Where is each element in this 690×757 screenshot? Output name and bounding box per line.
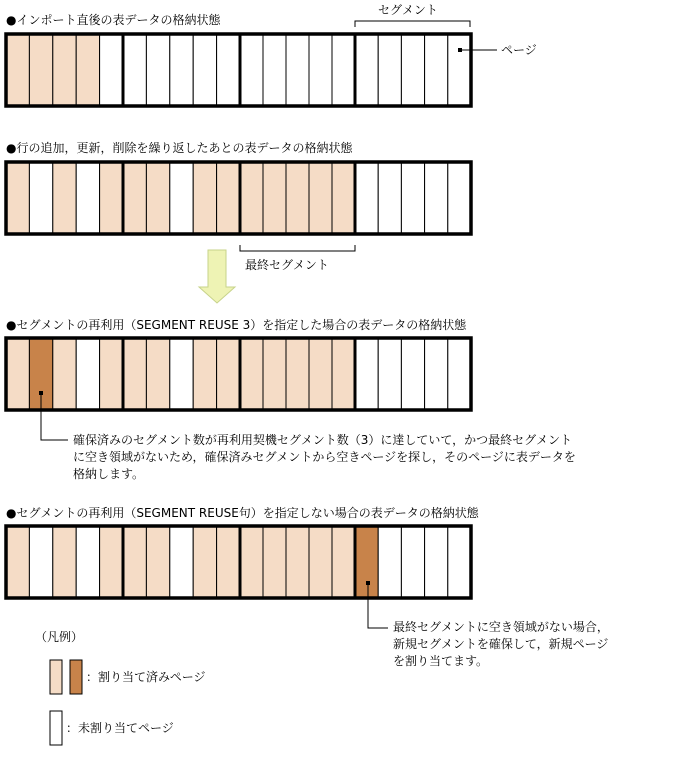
page-allocated [240, 338, 263, 410]
page-allocated [146, 162, 169, 234]
page-allocated [332, 162, 355, 234]
down-arrow-icon [199, 250, 235, 303]
page-allocated [100, 526, 123, 598]
page-unallocated [401, 162, 424, 234]
segment-4 [355, 526, 471, 598]
segment-2 [123, 34, 240, 106]
legend-unallocated-label: ：未割り当てページ [66, 721, 174, 735]
segment-2 [123, 526, 240, 598]
no-reuse-marker [366, 581, 370, 585]
page-allocated [6, 162, 29, 234]
section-title-4: ●セグメントの再利用（SEGMENT REUSE句）を指定しない場合の表データの格納状態 [6, 506, 479, 520]
page-unallocated [401, 526, 424, 598]
page-unallocated [29, 162, 52, 234]
page-allocated [123, 162, 146, 234]
legend-title: （凡例） [35, 630, 84, 644]
page-unallocated [425, 338, 448, 410]
no-reuse-note-line-2: 新規セグメントを確保して，新規ページ [393, 637, 609, 651]
segment-1 [6, 34, 123, 106]
page-unallocated [355, 338, 378, 410]
page-unallocated [378, 338, 401, 410]
segment-3 [240, 162, 355, 234]
page-unallocated [193, 34, 216, 106]
section-title-2: ●行の追加，更新，削除を繰り返したあとの表データの格納状態 [6, 141, 353, 155]
page-unallocated [378, 34, 401, 106]
page-allocated [53, 338, 76, 410]
page-unallocated [448, 34, 471, 106]
page-unallocated [425, 526, 448, 598]
page-allocated [100, 338, 123, 410]
page-unallocated [170, 34, 193, 106]
page-unallocated [448, 526, 471, 598]
page-allocated [309, 338, 332, 410]
legend-swatch-allocated-light [50, 660, 62, 694]
last-segment-bracket [240, 245, 355, 251]
page-unallocated [170, 338, 193, 410]
page-allocated [76, 34, 99, 106]
page-unallocated [263, 34, 286, 106]
page-unallocated [425, 162, 448, 234]
page-allocated [240, 526, 263, 598]
table-storage-row-4 [6, 526, 471, 598]
segment-bracket [355, 21, 470, 27]
reuse-note-line-3: 格納します。 [73, 467, 145, 481]
page-marker [458, 48, 462, 52]
segment-3 [240, 338, 355, 410]
segment-1 [6, 526, 123, 598]
page-unallocated [425, 34, 448, 106]
page-allocated [53, 34, 76, 106]
page-allocated [217, 162, 240, 234]
page-unallocated [378, 162, 401, 234]
page-unallocated [76, 162, 99, 234]
page-unallocated [378, 526, 401, 598]
last-segment-label: 最終セグメント [245, 258, 329, 272]
segment-3 [240, 526, 355, 598]
page-unallocated [76, 338, 99, 410]
page-unallocated [355, 34, 378, 106]
table-storage-row-2 [6, 162, 471, 234]
page-label: ページ [501, 43, 537, 57]
page-unallocated [100, 34, 123, 106]
section-title-1: ●インポート直後の表データの格納状態 [6, 13, 221, 27]
segment-1 [6, 338, 123, 410]
page-allocated [263, 526, 286, 598]
page-unallocated [76, 526, 99, 598]
no-reuse-note-line-1: 最終セグメントに空き領域がない場合， [393, 620, 609, 634]
page-allocated [263, 162, 286, 234]
page-allocated [123, 526, 146, 598]
page-allocated [53, 526, 76, 598]
page-unallocated [170, 526, 193, 598]
page-unallocated [401, 338, 424, 410]
page-unallocated [309, 34, 332, 106]
page-unallocated [217, 34, 240, 106]
reuse-marker [39, 391, 43, 395]
page-unallocated [355, 162, 378, 234]
page-unallocated [448, 338, 471, 410]
page-unallocated [29, 526, 52, 598]
legend-swatch-unallocated [50, 711, 62, 745]
page-unallocated [286, 34, 309, 106]
reuse-note-line-2: に空き領域がないため，確保済みセグメントから空きページを探し，そのページに表データを [73, 450, 576, 464]
page-allocated [146, 338, 169, 410]
page-allocated [309, 162, 332, 234]
page-unallocated [401, 34, 424, 106]
legend-swatch-allocated-dark [70, 660, 82, 694]
segment-4 [355, 338, 471, 410]
page-unallocated [448, 162, 471, 234]
page-allocated [263, 338, 286, 410]
page-allocated [240, 162, 263, 234]
segment-2 [123, 162, 240, 234]
reuse-note-line-1: 確保済みのセグメント数が再利用契機セグメント数（3）に達していて，かつ最終セグメント [73, 433, 573, 447]
segment-4 [355, 34, 471, 106]
page-allocated [332, 338, 355, 410]
page-allocated [286, 338, 309, 410]
section-title-3: ●セグメントの再利用（SEGMENT REUSE 3）を指定した場合の表データの格納状態 [6, 318, 467, 332]
page-allocated [123, 338, 146, 410]
page-unallocated [123, 34, 146, 106]
no-reuse-note-line-3: を割り当てます。 [393, 654, 489, 668]
page-allocated [355, 526, 378, 598]
page-allocated [286, 162, 309, 234]
page-allocated [53, 162, 76, 234]
legend-allocated-label: ：割り当て済みページ [86, 670, 206, 684]
page-allocated [286, 526, 309, 598]
table-storage-row-1 [6, 34, 471, 106]
page-allocated [146, 526, 169, 598]
segment-label: セグメント [378, 3, 438, 17]
page-allocated [6, 34, 29, 106]
page-allocated [193, 338, 216, 410]
table-storage-row-3 [6, 338, 471, 410]
page-unallocated [146, 34, 169, 106]
page-allocated [217, 526, 240, 598]
segment-4 [355, 162, 471, 234]
page-allocated [29, 34, 52, 106]
page-unallocated [240, 34, 263, 106]
page-unallocated [332, 34, 355, 106]
page-allocated [100, 162, 123, 234]
page-unallocated [170, 162, 193, 234]
page-allocated [332, 526, 355, 598]
page-allocated [193, 526, 216, 598]
segment-2 [123, 338, 240, 410]
segment-3 [240, 34, 355, 106]
segment-1 [6, 162, 123, 234]
page-allocated [6, 338, 29, 410]
page-allocated [217, 338, 240, 410]
page-allocated [309, 526, 332, 598]
page-allocated [193, 162, 216, 234]
page-allocated [6, 526, 29, 598]
